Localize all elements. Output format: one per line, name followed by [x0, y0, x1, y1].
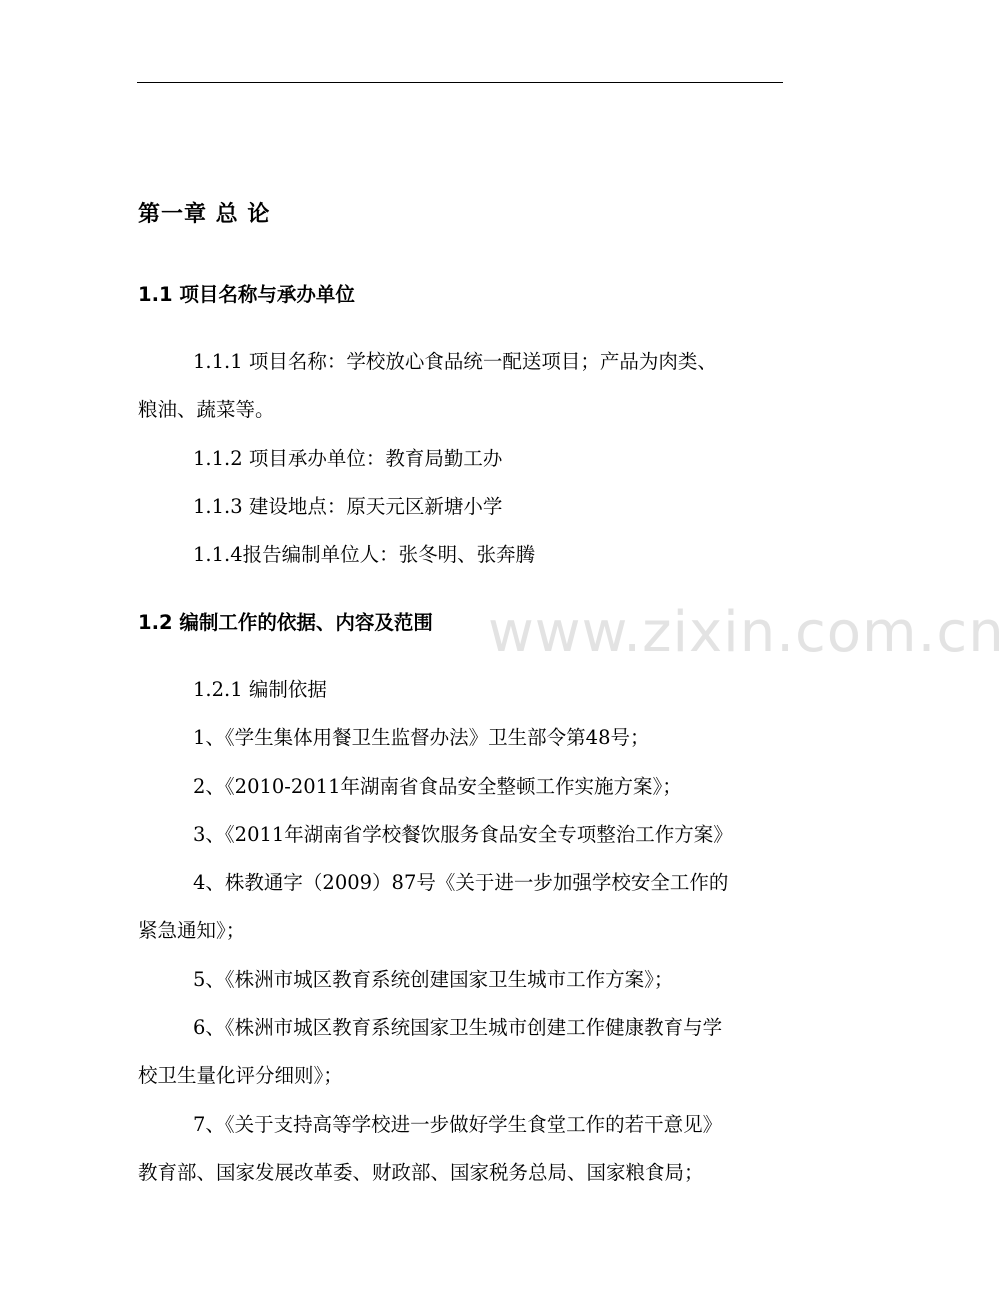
basis-item-4-cont: 紧急通知》；: [138, 919, 246, 942]
item-1-1-1-cont: 粮油、蔬菜等。: [138, 398, 275, 421]
item-1-1-1: 1.1.1 项目名称：学校放心食品统一配送项目；产品为肉类、: [193, 350, 717, 373]
item-1-1-4: 1.1.4报告编制单位人：张冬明、张奔腾: [193, 543, 536, 566]
subsection-1-2-1-title: 1.2.1 编制依据: [193, 678, 327, 701]
basis-item-7: 7、《关于支持高等学校进一步做好学生食堂工作的若干意见》: [193, 1113, 723, 1136]
basis-item-3: 3、《2011年湖南省学校餐饮服务食品安全专项整治工作方案》: [193, 823, 733, 846]
section-1-2-title: 1.2 编制工作的依据、内容及范围: [138, 611, 433, 634]
chapter-title: 第一章 总 论: [138, 202, 271, 227]
basis-item-7-cont: 教育部、国家发展改革委、财政部、国家税务总局、国家粮食局；: [138, 1161, 704, 1184]
watermark: www.zixin.com.cn: [488, 600, 1005, 665]
basis-item-4: 4、株教通字（2009）87号《关于进一步加强学校安全工作的: [193, 871, 729, 894]
basis-item-1: 1、《学生集体用餐卫生监督办法》卫生部令第48号；: [193, 726, 650, 749]
item-1-1-3: 1.1.3 建设地点：原天元区新塘小学: [193, 495, 503, 518]
basis-item-5: 5、《株洲市城区教育系统创建国家卫生城市工作方案》；: [193, 968, 674, 991]
basis-item-6: 6、《株洲市城区教育系统国家卫生城市创建工作健康教育与学: [193, 1016, 723, 1039]
basis-item-6-cont: 校卫生量化评分细则》；: [138, 1064, 343, 1087]
header-rule: [137, 82, 783, 83]
basis-item-2: 2、《2010-2011年湖南省食品安全整顿工作实施方案》；: [193, 775, 682, 798]
item-1-1-2: 1.1.2 项目承办单位：教育局勤工办: [193, 447, 503, 470]
section-1-1-title: 1.1 项目名称与承办单位: [138, 283, 355, 306]
